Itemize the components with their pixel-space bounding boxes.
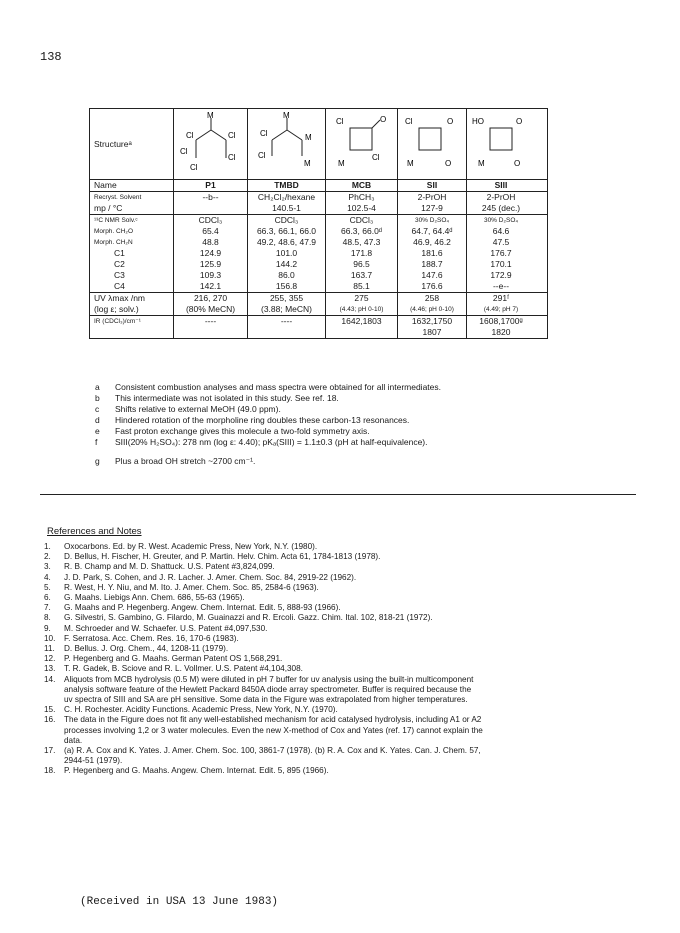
ref-number: 8. (44, 613, 51, 623)
section-divider (40, 494, 636, 495)
name-siii: SIII (466, 180, 535, 191)
table-cell: 101.0 144.2 86.0 156.8 (247, 248, 325, 292)
table-row (90, 304, 547, 315)
structure-tmbd (247, 109, 325, 179)
list-item (44, 746, 640, 766)
name-mcb: MCB (325, 180, 397, 191)
table-cell: 275 (325, 293, 397, 304)
table-cell: CDCl₃ (247, 215, 325, 226)
footnote-key: d (95, 415, 100, 425)
p1-atom-5: Cl (189, 163, 198, 172)
row-label: (log ε; solv.) (94, 304, 139, 314)
table-cell: 258 (397, 293, 466, 304)
tmbd-atom-4: M (303, 159, 311, 168)
row-label: C1 C2 C3 C4 (114, 248, 125, 291)
tmbd-structure-drawing (250, 110, 324, 178)
table-row (90, 248, 547, 292)
ref-text: T. R. Gadek, B. Sciove and R. L. Vollmer. U.S. Patent #4,104,308. (64, 664, 303, 674)
list-item (44, 573, 640, 583)
table-cell: 64.7, 64.4ᵈ (397, 226, 466, 237)
row-label: Morph. CH₂O (94, 228, 134, 235)
ref-text: P. Hegenberg and G. Maahs. German Patent OS 1,568,291. (64, 654, 283, 664)
ref-text: D. Bellus, H. Fischer, H. Greuter, and P. Martin. Helv. Chim. Acta 61, 1784-1813 (1978). (64, 552, 381, 562)
table-cell: CH₂Cl₂/hexane (247, 192, 325, 203)
table-row (90, 226, 547, 237)
sii-atom-1: O (447, 117, 454, 126)
table-cell: (4.46; pH 0-10) (397, 304, 466, 315)
list-item (44, 562, 640, 572)
table-cell: 48.5, 47.3 (325, 237, 397, 248)
ref-text: Aliquots from MCB hydrolysis (0.5 M) were diluted in pH 7 buffer for uv analysis using the built-in multicomponent analysis software feature of the Hewlett Packard 8450A diode array spectrometer. Buffer is required because the uv spectra of SIII and SA are pH sensitive. Some data in the Figure was extrapolated from higher temperatures. (64, 674, 474, 705)
footnote (95, 437, 427, 448)
table-cell: 1632,1750 1807 (397, 316, 466, 338)
list-item (44, 705, 640, 715)
row-label: Recryst. Solvent (94, 194, 142, 201)
name-tmbd: TMBD (247, 180, 325, 191)
footnote-text: Fast proton exchange gives this molecule a two-fold symmetry axis. (115, 426, 370, 436)
footnote (95, 415, 409, 426)
ref-text: Oxocarbons. Ed. by R. West. Academic Press, New York, N.Y. (1980). (64, 542, 318, 551)
footnote-key: c (95, 404, 100, 414)
table-cell: (3.88; MeCN) (247, 304, 325, 315)
table-cell: 65.4 (173, 226, 247, 237)
table-row (90, 191, 547, 203)
table-cell: 49.2, 48.6, 47.9 (247, 237, 325, 248)
tmbd-atom-1: Cl (259, 129, 268, 138)
tmbd-atom-0: M (282, 111, 290, 120)
table-cell: 291ᶠ (466, 293, 535, 304)
list-item (44, 542, 640, 552)
list-item (44, 552, 640, 562)
row-label: Morph. CH₂N (94, 239, 133, 246)
table-cell: 102.5-4 (325, 203, 397, 214)
structure-mcb (325, 109, 397, 179)
structure-footnote-mark: a (128, 140, 132, 147)
footnote-text: This intermediate was not isolated in this study. See ref. 18. (115, 393, 339, 403)
ref-text: G. Maahs and P. Hegenberg. Angew. Chem. Internat. Edit. 5, 888-93 (1966). (64, 603, 341, 613)
table-cell: 181.6 188.7 147.6 176.6 (397, 248, 466, 292)
table-cell: 124.9 125.9 109.3 142.1 (173, 248, 247, 292)
mcb-atom-3: Cl (371, 153, 380, 162)
ref-text: M. Schroeder and W. Schaefer. U.S. Patent #4,097,530. (64, 623, 268, 633)
siii-atom-1: O (516, 117, 523, 126)
sii-atom-2: M (407, 159, 414, 168)
footnote-key: a (95, 382, 100, 392)
mcb-atom-0: Cl (335, 117, 344, 126)
table-cell: CDCl₃ (325, 215, 397, 226)
footnote-text: Consistent combustion analyses and mass spectra were obtained for all intermediates. (115, 382, 442, 392)
table-row (90, 292, 547, 304)
ref-number: 7. (44, 603, 51, 613)
footnote-text: Hindered rotation of the morpholine ring doubles these carbon-13 resonances. (115, 415, 410, 425)
ref-number: 5. (44, 582, 51, 592)
row-label: ¹³C NMR Solv.ᶜ (94, 217, 138, 224)
list-item (44, 603, 640, 613)
ref-number: 18. (44, 766, 56, 776)
table-cell: ---- (247, 316, 325, 338)
table-row (90, 203, 547, 214)
siii-atom-2: M (478, 159, 485, 168)
name-p1: P1 (173, 180, 247, 191)
mcb-atom-1: O (379, 115, 386, 124)
table-cell: (4.43; pH 0-10) (325, 304, 397, 315)
table-cell: 1642,1803 (325, 316, 397, 338)
footnote (95, 456, 255, 467)
footnote-key: e (95, 426, 100, 436)
row-label: UV λmax /nm (94, 293, 146, 303)
ref-number: 1. (44, 542, 51, 551)
data-table (89, 108, 548, 339)
table-row (90, 315, 547, 338)
list-item (44, 634, 640, 644)
ref-text: J. D. Park, S. Cohen, and J. R. Lacher. J. Amer. Chem. Soc. 84, 2919-22 (1962). (64, 572, 357, 582)
ref-number: 11. (44, 644, 55, 654)
table-cell: 1608,1700ᵍ 1820 (466, 316, 535, 338)
footnote-key: f (95, 437, 98, 447)
sii-atom-0: Cl (405, 117, 413, 126)
ref-text: P. Hegenberg and G. Maahs. Angew. Chem. Internat. Edit. 5, 895 (1966). (64, 766, 329, 776)
table-cell (173, 203, 247, 214)
name-label: Name (94, 180, 117, 190)
ref-number: 10. (44, 633, 56, 643)
table-cell: 30% D₂SO₄ (466, 215, 535, 226)
p1-atom-1: Cl (185, 131, 194, 140)
list-item (44, 593, 640, 603)
ref-number: 15. (44, 705, 56, 715)
table-cell: 127-9 (397, 203, 466, 214)
table-cell: 46.9, 46.2 (397, 237, 466, 248)
structure-siii (466, 109, 535, 179)
ref-number: 4. (44, 572, 51, 582)
p1-atom-3: Cl (179, 147, 188, 156)
table-cell: 245 (dec.) (466, 203, 535, 214)
table-cell: ---- (173, 316, 247, 338)
page-number: 138 (40, 50, 62, 64)
tmbd-atom-2: M (304, 133, 312, 142)
footnote-text: SIII(20% H₂SO₄): 278 nm (log ε: 4.40); pKₐ(SIII) = 1.1±0.3 (pH at half-equivalence). (115, 437, 428, 447)
table-cell: 30% D₂SO₄ (397, 215, 466, 226)
list-item (44, 654, 640, 664)
list-item (44, 624, 640, 634)
ref-number: 3. (44, 562, 51, 572)
p1-atom-4: Cl (227, 153, 236, 162)
footnote-key: b (95, 393, 100, 403)
ref-number: 14. (44, 674, 56, 684)
footnote-key: g (95, 456, 100, 466)
ref-text: R. B. Champ and M. D. Shattuck. U.S. Patent #3,824,099. (64, 562, 275, 572)
siii-atom-0: HO (472, 117, 484, 126)
ref-number: 12. (44, 654, 56, 664)
ref-text: D. Bellus. J. Org. Chem., 44, 1208-11 (1979). (64, 644, 229, 654)
sii-structure-drawing (399, 110, 465, 178)
list-item (44, 664, 640, 674)
p1-atom-2: Cl (227, 131, 236, 140)
ref-text: The data in the Figure does not fit any well-established mechanism for acid catalysed hydrolysis, including A1 or A2 processes involving 1,2 or 3 water molecules. Even the new X-method of Cox and Yates (ref. 17) cannot explain the data. (64, 715, 483, 745)
name-sii: SII (397, 180, 466, 191)
row-label: IR (CDCl₃)/cm⁻¹ (94, 318, 141, 325)
footnote (95, 393, 339, 404)
table-row (90, 214, 547, 226)
table-cell: 171.8 96.5 163.7 85.1 (325, 248, 397, 292)
row-label: mp / °C (94, 203, 123, 213)
ref-text: (a) R. A. Cox and K. Yates. J. Amer. Chem. Soc. 100, 3861-7 (1978). (b) R. A. Cox and K. Yates. Can. J. Chem. 57, 2944-51 (1979). (64, 746, 481, 766)
ref-text: G. Maahs. Liebigs Ann. Chem. 686, 55-63 (1965). (64, 593, 245, 603)
structure-label: Structure (94, 138, 129, 149)
siii-atom-3: O (514, 159, 521, 168)
list-item (44, 583, 640, 593)
table-cell: 255, 355 (247, 293, 325, 304)
p1-structure-drawing (176, 110, 246, 178)
footnote (95, 382, 441, 393)
table-cell: 140.5-1 (247, 203, 325, 214)
references-heading: References and Notes (47, 526, 142, 537)
table-cell: 47.5 (466, 237, 535, 248)
table-cell: --b-- (173, 192, 247, 203)
ref-text: C. H. Rochester. Acidity Functions. Academic Press, New York, N.Y. (1970). (64, 705, 338, 715)
list-item (44, 644, 640, 654)
ref-number: 6. (44, 593, 51, 603)
table-cell: 48.8 (173, 237, 247, 248)
table-cell: 64.6 (466, 226, 535, 237)
table-row (90, 237, 547, 248)
table-cell: 66.3, 66.0ᵈ (325, 226, 397, 237)
references-list (44, 542, 640, 777)
list-item (44, 675, 640, 706)
ref-text: R. West, H. Y. Niu, and M. Ito. J. Amer. Chem. Soc. 85, 2584-6 (1963). (64, 582, 319, 592)
ref-number: 16. (44, 715, 56, 725)
table-cell: 176.7 170.1 172.9 --e-- (466, 248, 535, 292)
mcb-atom-2: M (337, 159, 345, 168)
p1-atom-0: M (206, 111, 214, 120)
ref-number: 9. (44, 623, 51, 633)
list-item (44, 766, 640, 776)
table-cell: 2-PrOH (466, 192, 535, 203)
footnote (95, 404, 281, 415)
footnote (95, 426, 370, 437)
footnote-text: Shifts relative to external MeOH (49.0 ppm). (115, 404, 281, 414)
ref-number: 2. (44, 552, 51, 562)
list-item (44, 715, 640, 746)
table-cell: PhCH₃ (325, 192, 397, 203)
table-cell: CDCl₃ (173, 215, 247, 226)
ref-number: 17. (44, 746, 56, 756)
structure-sii (397, 109, 466, 179)
structure-row (90, 109, 547, 179)
ref-number: 13. (44, 664, 56, 674)
table-cell: 66.3, 66.1, 66.0 (247, 226, 325, 237)
mcb-structure-drawing (328, 110, 396, 178)
list-item (44, 613, 640, 623)
table-cell: 2-PrOH (397, 192, 466, 203)
structure-p1 (173, 109, 247, 179)
table-cell: (80% MeCN) (173, 304, 247, 315)
ref-text: G. Silvestri, S. Gambino, G. Filardo, M. Guainazzi and R. Ercoli. Gazz. Chim. Ital. 102, 818-21 (1972). (64, 613, 433, 623)
tmbd-atom-3: Cl (257, 151, 266, 160)
table-cell: 216, 270 (173, 293, 247, 304)
name-row (90, 179, 547, 191)
ref-text: F. Serratosa. Acc. Chem. Res. 16, 170-6 (1983). (64, 633, 239, 643)
siii-structure-drawing (468, 110, 534, 178)
footnote-text: Plus a broad OH stretch ~2700 cm⁻¹. (115, 456, 256, 466)
sii-atom-3: O (445, 159, 452, 168)
table-cell: (4.49; pH 7) (466, 304, 535, 315)
received-date: (Received in USA 13 June 1983) (80, 896, 279, 908)
